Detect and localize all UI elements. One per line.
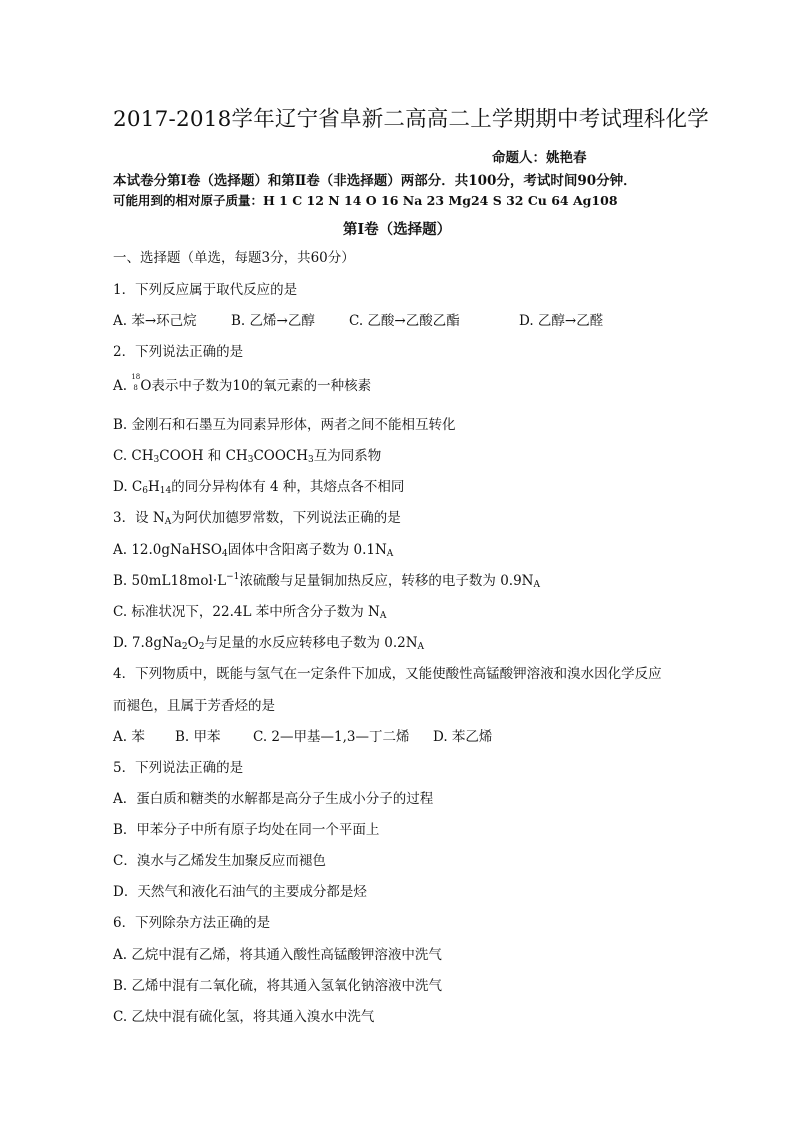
q1-option-c: C. 乙酸→乙酸乙酯 [349, 313, 460, 329]
q4-stem-line1: 4．下列物质中，既能与氢气在一定条件下加成，又能使酸性高锰酸钾溶液和溴水因化学反应 [113, 666, 662, 682]
exam-author: 命题人：姚艳春 [492, 150, 587, 166]
q2-option-c: C. $CH_3COOH$ 和 $CH_3COOCH_3$互为同系物 [113, 448, 382, 465]
q2-stem: 2．下列说法正确的是 [113, 344, 244, 360]
q2-option-a: A. 18 8 O表示中子数为10的氧元素的一种核素 [113, 373, 372, 394]
q1-option-a: A. 苯→环己烷 [113, 313, 197, 329]
q1-options [113, 312, 603, 330]
part-title: 第Ⅰ卷（选择题） [342, 221, 452, 238]
q5-option-a: A．蛋白质和糖类的水解都是高分子生成小分子的过程 [113, 791, 434, 807]
q6-option-b: B. 乙烯中混有二氧化硫，将其通入氢氧化钠溶液中洗气 [113, 978, 443, 994]
q4-option-b: B. 甲苯 [175, 729, 221, 745]
q3-stem: 3．设 $N_A$为阿伏加德罗常数，下列说法正确的是 [113, 510, 401, 527]
q2-option-d: D. $C_6H_{14}$的同分异构体有 4 种，其熔点各不相同 [113, 479, 405, 496]
isotope-notation: 18 8 [131, 373, 141, 392]
q4-stem-line2: 而褪色，且属于芳香烃的是 [113, 698, 275, 714]
q1-stem: 1．下列反应属于取代反应的是 [113, 282, 298, 298]
q3-option-a: A. 12.0gNaHSO$_4$固体中含阳离子数为 $0.1N_A$ [113, 542, 394, 559]
q4-option-c: C. 2—甲基—1,3—丁二烯 [253, 729, 410, 745]
q5-stem: 5．下列说法正确的是 [113, 760, 244, 776]
atomic-masses: 可能用到的相对原子质量：H 1 C 12 N 14 O 16 Na 23 Mg24 S 32 Cu 64 Ag108 [113, 193, 618, 208]
section-title: 一、选择题（单选，每题3分，共60分） [113, 250, 355, 266]
q6-stem: 6．下列除杂方法正确的是 [113, 915, 271, 931]
q1-option-b: B. 乙烯→乙醇 [231, 313, 315, 329]
q5-option-c: C．溴水与乙烯发生加聚反应而褪色 [113, 853, 326, 869]
exam-title: 2017-2018学年辽宁省阜新二高高二上学期期中考试理科化学 [113, 107, 709, 132]
q2-option-b: B. 金刚石和石墨互为同素异形体，两者之间不能相互转化 [113, 417, 456, 433]
q3-option-d: D. $7.8gNa_2O_2$与足量的水反应转移电子数为 $0.2N_A$ [113, 635, 425, 652]
q4-option-a: A. 苯 [113, 729, 145, 745]
q3-option-c: C. 标准状况下，22.4L 苯中所含分子数为 $N_A$ [113, 604, 387, 621]
q6-option-a: A. 乙烷中混有乙烯，将其通入酸性高锰酸钾溶液中洗气 [113, 947, 442, 963]
q5-option-b: B．甲苯分子中所有原子均处在同一个平面上 [113, 822, 380, 838]
q6-option-c: C. 乙炔中混有硫化氢，将其通入溴水中洗气 [113, 1009, 375, 1025]
q4-options [113, 728, 492, 746]
exam-intro: 本试卷分第Ⅰ卷（选择题）和第Ⅱ卷（非选择题）两部分．共100分，考试时间90分钟． [113, 173, 637, 189]
q3-option-b: B. $50mL18mol\cdot L^{-1}$浓硫酸与足量铜加热反应，转移的电子数为 $0.9N_A$ [113, 572, 540, 590]
q4-option-d: D. 苯乙烯 [433, 729, 493, 745]
q5-option-d: D．天然气和液化石油气的主要成分都是烃 [113, 884, 367, 900]
q1-option-d: D. 乙醇→乙醛 [519, 313, 604, 329]
